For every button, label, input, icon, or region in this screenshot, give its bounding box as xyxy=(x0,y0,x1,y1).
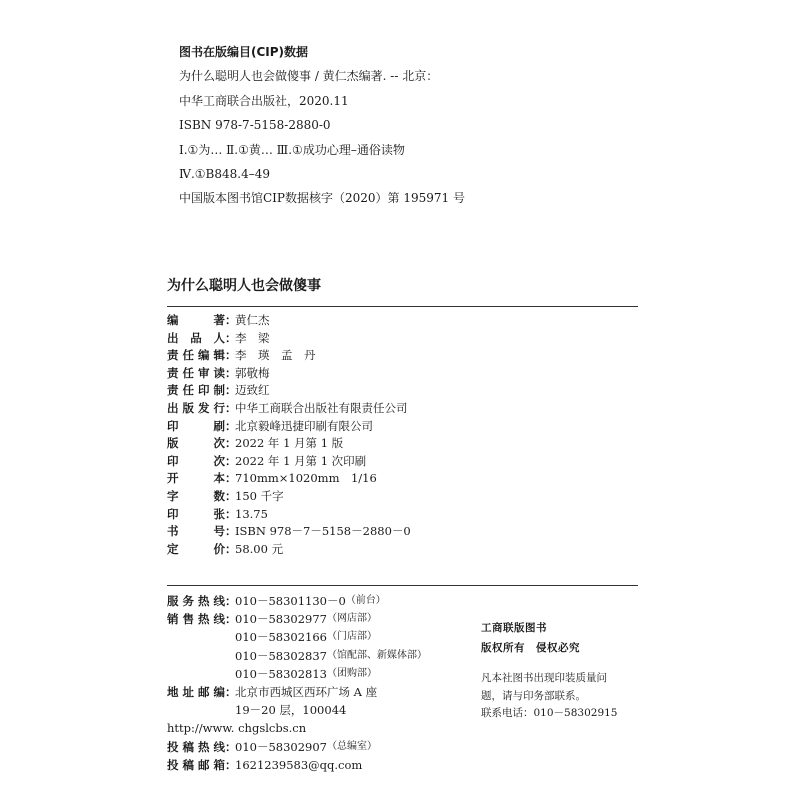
quality-line: 联系电话：010－58302915 xyxy=(481,707,618,719)
credit-row: 书 号 ： ISBN 978－7－5158－2880－0 xyxy=(167,523,637,541)
book-title: 为什么聪明人也会做傻事 xyxy=(167,278,321,294)
credit-value: ISBN 978－7－5158－2880－0 xyxy=(235,524,411,539)
credit-label: 出 版 发 行 xyxy=(167,400,225,415)
credit-label: 编 著 xyxy=(167,313,225,327)
submit-email-row: 投 稿 邮 箱 ： 1621239583@qq.com xyxy=(167,756,487,774)
credit-value: 2022 年 1 月第 1 次印刷 xyxy=(235,453,367,468)
sales-number: 010－58302813 xyxy=(235,666,327,681)
credit-value: 中华工商联合出版社有限责任公司 xyxy=(235,400,408,415)
credit-value: 710mm×1020mm 1/16 xyxy=(235,471,377,486)
credit-value: 2022 年 1 月第 1 版 xyxy=(235,436,344,451)
sales-hotline-row xyxy=(167,665,487,683)
credit-row: 出 品 人 ： 李 梁 xyxy=(167,330,637,348)
credit-value: 58.00 元 xyxy=(235,541,284,556)
url-row xyxy=(167,719,487,737)
credit-row: 开 本 ： 710mm×1020mm 1/16 xyxy=(167,470,637,488)
cip-line: Ⅰ.①为… Ⅱ.①黄… Ⅲ.①成功心理–通俗读物 xyxy=(179,142,405,157)
sales-hotline-row: 销 售 热 线 ： 010－58302977 （网店部） xyxy=(167,610,487,628)
credit-label: 责 任 印 制 xyxy=(167,383,225,398)
divider xyxy=(167,306,638,307)
sales-hotline-row xyxy=(167,628,487,646)
rights-block xyxy=(481,618,651,658)
website-link[interactable]: http://www. chgslcbs.cn xyxy=(167,721,307,736)
credit-row: 责 任 编 辑 ： 李 瑛 孟 丹 xyxy=(167,347,637,365)
credit-label: 字 数 xyxy=(167,488,225,503)
cip-block xyxy=(179,40,619,211)
credit-row: 字 数 ： 150 千字 xyxy=(167,488,637,506)
cip-line: 为什么聪明人也会做傻事 / 黄仁杰编著. -- 北京： xyxy=(179,69,439,84)
credit-row: 出 版 发 行 ： 中华工商联合出版社有限责任公司 xyxy=(167,400,637,418)
contact-note: （馆配部、新媒体部） xyxy=(326,649,427,661)
quality-notice xyxy=(481,670,651,723)
credit-value: 黄仁杰 xyxy=(235,313,270,327)
sales-number: 010－58302977 xyxy=(235,612,327,627)
credit-row: 版 次 ： 2022 年 1 月第 1 版 xyxy=(167,435,637,453)
sales-hotline-row xyxy=(167,647,487,665)
sales-number: 010－58302837 xyxy=(235,648,327,663)
credit-value: 北京毅峰迅捷印刷有限公司 xyxy=(235,418,373,433)
sales-number: 010－58302166 xyxy=(235,630,327,645)
cip-line: ISBN 978-7-5158-2880-0 xyxy=(179,118,331,133)
credit-row: 印 次 ： 2022 年 1 月第 1 次印刷 xyxy=(167,453,637,471)
credit-label: 出 品 人 xyxy=(167,330,225,345)
service-hotline: 010－58301130－0 xyxy=(235,594,346,608)
contact-note: （网店部） xyxy=(326,613,377,625)
credit-label: 版 次 xyxy=(167,436,225,451)
credit-row: 印 刷 ： 北京毅峰迅捷印刷有限公司 xyxy=(167,418,637,436)
service-hotline-row: 服 务 热 线 ： 010－58301130－0 （前台） xyxy=(167,592,487,610)
credit-row: 责 任 审 读 ： 郭敬梅 xyxy=(167,365,637,383)
quality-line: 凡本社图书出现印装质量问 xyxy=(481,672,607,684)
divider xyxy=(167,585,638,586)
cip-footer: 中国版本图书馆CIP数据核字（2020）第 195971 号 xyxy=(179,191,465,206)
submit-phone-row: 投 稿 热 线 ： 010－58302907 （总编室） xyxy=(167,738,487,756)
credit-value: 郭敬梅 xyxy=(235,365,270,380)
contact-label: 投 稿 邮 箱 xyxy=(167,757,225,772)
credit-value: 13.75 xyxy=(235,506,268,521)
cip-line: 中华工商联合出版社，2020.11 xyxy=(179,93,349,108)
credit-label: 定 价 xyxy=(167,541,225,556)
credit-row: 责 任 印 制 ： 迈致红 xyxy=(167,382,637,400)
cip-line: Ⅳ.①B848.4–49 xyxy=(179,167,271,182)
contact-note: （前台） xyxy=(345,595,386,606)
credit-label: 责 任 编 辑 xyxy=(167,348,225,363)
contacts-block xyxy=(167,592,487,774)
credit-value: 150 千字 xyxy=(235,488,284,503)
credit-value: 李 梁 xyxy=(235,330,270,345)
address: 19－20 层，100044 xyxy=(235,703,347,718)
credit-label: 印 次 xyxy=(167,453,225,468)
rights-line: 版权所有 侵权必究 xyxy=(481,642,580,654)
rights-line: 工商联版图书 xyxy=(481,622,547,634)
credits-list xyxy=(167,312,637,558)
credit-label: 开 本 xyxy=(167,471,225,486)
cip-header: 图书在版编目(CIP)数据 xyxy=(179,45,309,59)
credit-row: 印 张 ： 13.75 xyxy=(167,506,637,524)
submit-email: 1621239583@qq.com xyxy=(235,757,363,772)
contact-label: 投 稿 热 线 xyxy=(167,739,225,754)
credit-label: 书 号 xyxy=(167,524,225,539)
address-row: 地 址 邮 编 ： 北京市西城区西环广场 A 座 xyxy=(167,683,487,701)
contact-note: （团购部） xyxy=(326,667,377,679)
credit-value: 迈致红 xyxy=(235,383,270,398)
credit-value: 李 瑛 孟 丹 xyxy=(235,348,316,363)
contact-label: 服 务 热 线 xyxy=(167,594,225,608)
credit-row: 编 著 ： 黄仁杰 xyxy=(167,312,637,330)
credit-row: 定 价 ： 58.00 元 xyxy=(167,541,637,559)
address-row xyxy=(167,701,487,719)
contact-label: 地 址 邮 编 xyxy=(167,684,225,699)
submit-phone: 010－58302907 xyxy=(235,739,327,754)
credit-label: 印 张 xyxy=(167,506,225,521)
credit-label: 责 任 审 读 xyxy=(167,365,225,380)
quality-line: 题，请与印务部联系。 xyxy=(481,689,586,702)
address: 北京市西城区西环广场 A 座 xyxy=(235,684,378,699)
contact-label: 销 售 热 线 xyxy=(167,612,225,627)
contact-note: （总编室） xyxy=(326,740,377,752)
credit-label: 印 刷 xyxy=(167,418,225,433)
contact-note: （门店部） xyxy=(326,631,377,643)
